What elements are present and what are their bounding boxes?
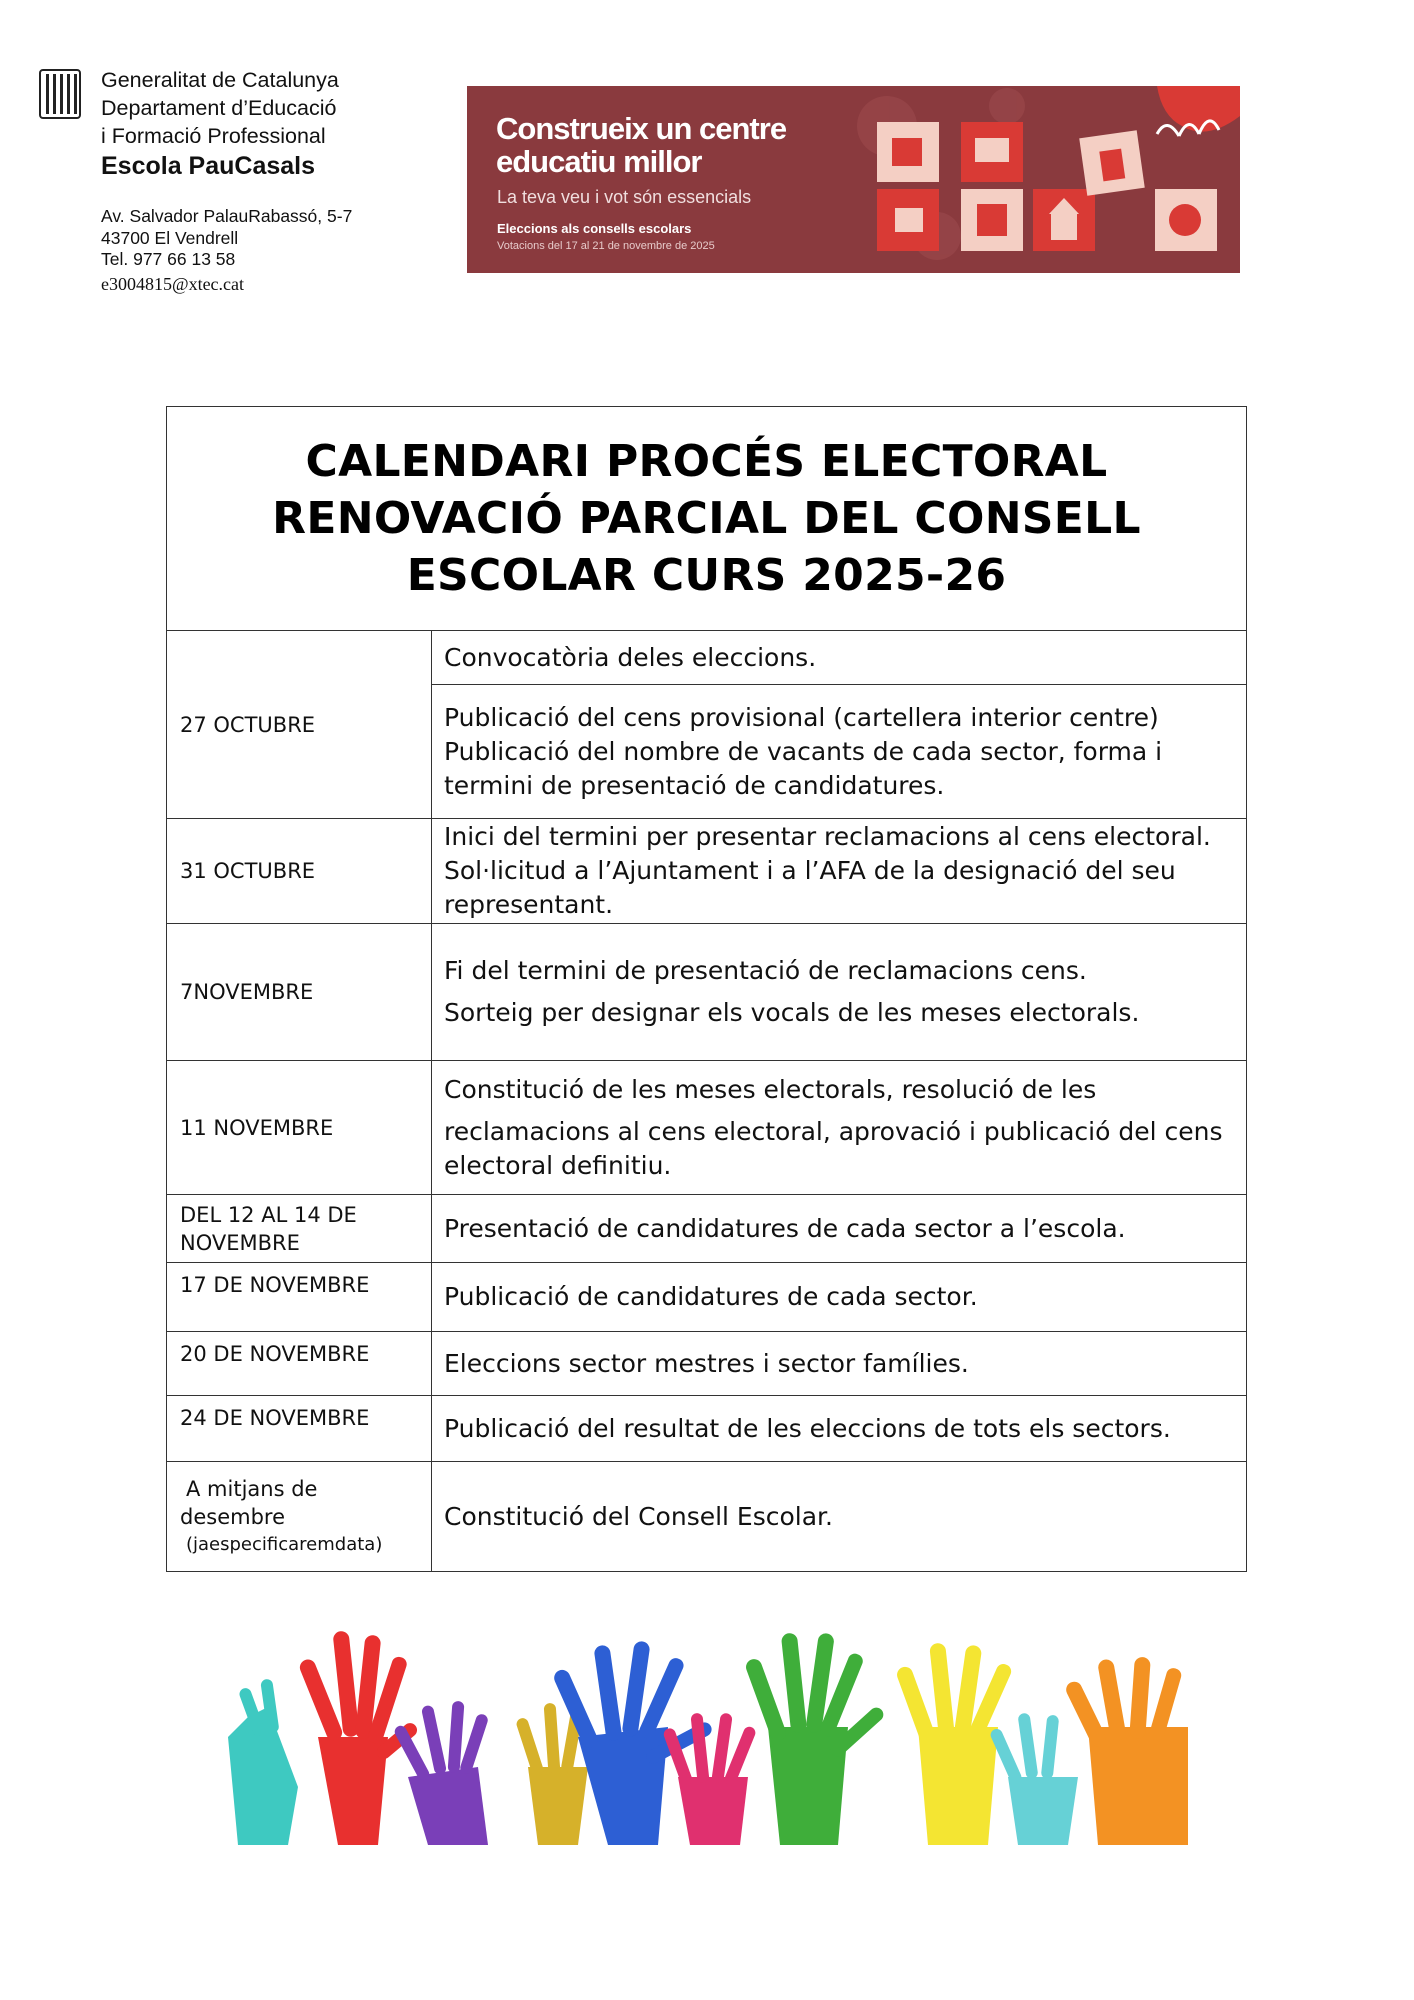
table-row xyxy=(167,1332,1247,1396)
date-cell: 27 OCTUBRE xyxy=(167,631,432,819)
date-cell: 24 DE NOVEMBRE xyxy=(167,1396,432,1462)
description-cell: Constitució del Consell Escolar. xyxy=(432,1462,1247,1572)
election-calendar-table xyxy=(166,406,1247,1572)
hand-icon-purple xyxy=(393,1701,490,1845)
organization-block xyxy=(101,66,339,182)
title-row xyxy=(167,407,1247,631)
hand-icon-cyan-left xyxy=(228,1678,298,1845)
description-cell: Eleccions sector mestres i sector famílies. xyxy=(432,1332,1247,1396)
description-cell: Publicació del resultat de les eleccions de tots els sectors. xyxy=(432,1396,1247,1462)
description-cell: Publicació de candidatures de cada sector. xyxy=(432,1263,1247,1332)
department-name: Departament d’Educació xyxy=(101,96,337,120)
generalitat-logo-icon xyxy=(36,66,84,122)
banner-subtitle: La teva veu i vot són essencials xyxy=(497,187,752,207)
org-name: Generalitat de Catalunya xyxy=(101,68,339,92)
table-row xyxy=(167,1462,1247,1572)
election-banner xyxy=(467,86,1240,273)
table-row xyxy=(167,1061,1247,1195)
department-name-cont: i Formació Professional xyxy=(101,124,326,148)
banner-dates: Votacions del 17 al 21 de novembre de 2025 xyxy=(497,240,715,252)
description-cell: Constitució de les meses electorals, resolució de les reclamacions al cens electoral, aprovació i publicació del cens electoral definitiu. xyxy=(432,1061,1247,1195)
description-cell: Convocatòria deles eleccions. xyxy=(432,631,1247,685)
description-cell: Presentació de candidatures de cada sector a l’escola. xyxy=(432,1195,1247,1263)
date-cell: A mitjans de desembre (jaespecificaremdata) xyxy=(167,1462,432,1572)
date-cell: 11 NOVEMBRE xyxy=(167,1061,432,1195)
date-cell: 20 DE NOVEMBRE xyxy=(167,1332,432,1396)
description-cell: Inici del termini per presentar reclamacions al cens electoral. Sol·licitud a l’Ajuntament i a l’AFA de la designació del seu representant. xyxy=(432,819,1247,924)
calendar-title: CALENDARI PROCÉS ELECTORAL RENOVACIÓ PARCIAL DEL CONSELL ESCOLAR CURS 2025-26 xyxy=(272,436,1141,601)
table-row xyxy=(167,1263,1247,1332)
table-row xyxy=(167,819,1247,924)
description-cell: Publicació del cens provisional (cartellera interior centre) Publicació del nombre de vacants de cada sector, forma i termini de presentació de candidatures. xyxy=(432,685,1247,819)
banner-title: Construeix un centre educatiu millor xyxy=(496,111,787,179)
table-row xyxy=(167,1195,1247,1263)
hand-icon-green xyxy=(744,1632,886,1845)
banner-caption: Eleccions als consells escolars xyxy=(497,221,692,236)
address-block xyxy=(101,206,352,298)
date-cell: DEL 12 AL 14 DE NOVEMBRE xyxy=(167,1195,432,1263)
raised-hands-illustration xyxy=(228,1627,1188,1845)
email-link[interactable]: e3004815@xtec.cat xyxy=(101,273,245,294)
date-cell: 7NOVEMBRE xyxy=(167,924,432,1061)
date-cell: 17 DE NOVEMBRE xyxy=(167,1263,432,1332)
phone: Tel. 977 66 13 58 xyxy=(101,249,236,269)
hand-icon-cyan-right xyxy=(989,1712,1078,1845)
table-row xyxy=(167,631,1247,685)
table-row xyxy=(167,924,1247,1061)
table-row xyxy=(167,1396,1247,1462)
street-address: Av. Salvador PalauRabassó, 5-7 xyxy=(101,206,353,226)
hand-icon-orange xyxy=(1063,1657,1188,1845)
description-cell: Fi del termini de presentació de reclamacions cens. Sorteig per designar els vocals de les meses electorals. xyxy=(432,924,1247,1061)
date-cell: 31 OCTUBRE xyxy=(167,819,432,924)
school-name: Escola PauCasals xyxy=(101,152,316,180)
city: 43700 El Vendrell xyxy=(101,227,239,248)
tile-icons xyxy=(877,86,1240,251)
